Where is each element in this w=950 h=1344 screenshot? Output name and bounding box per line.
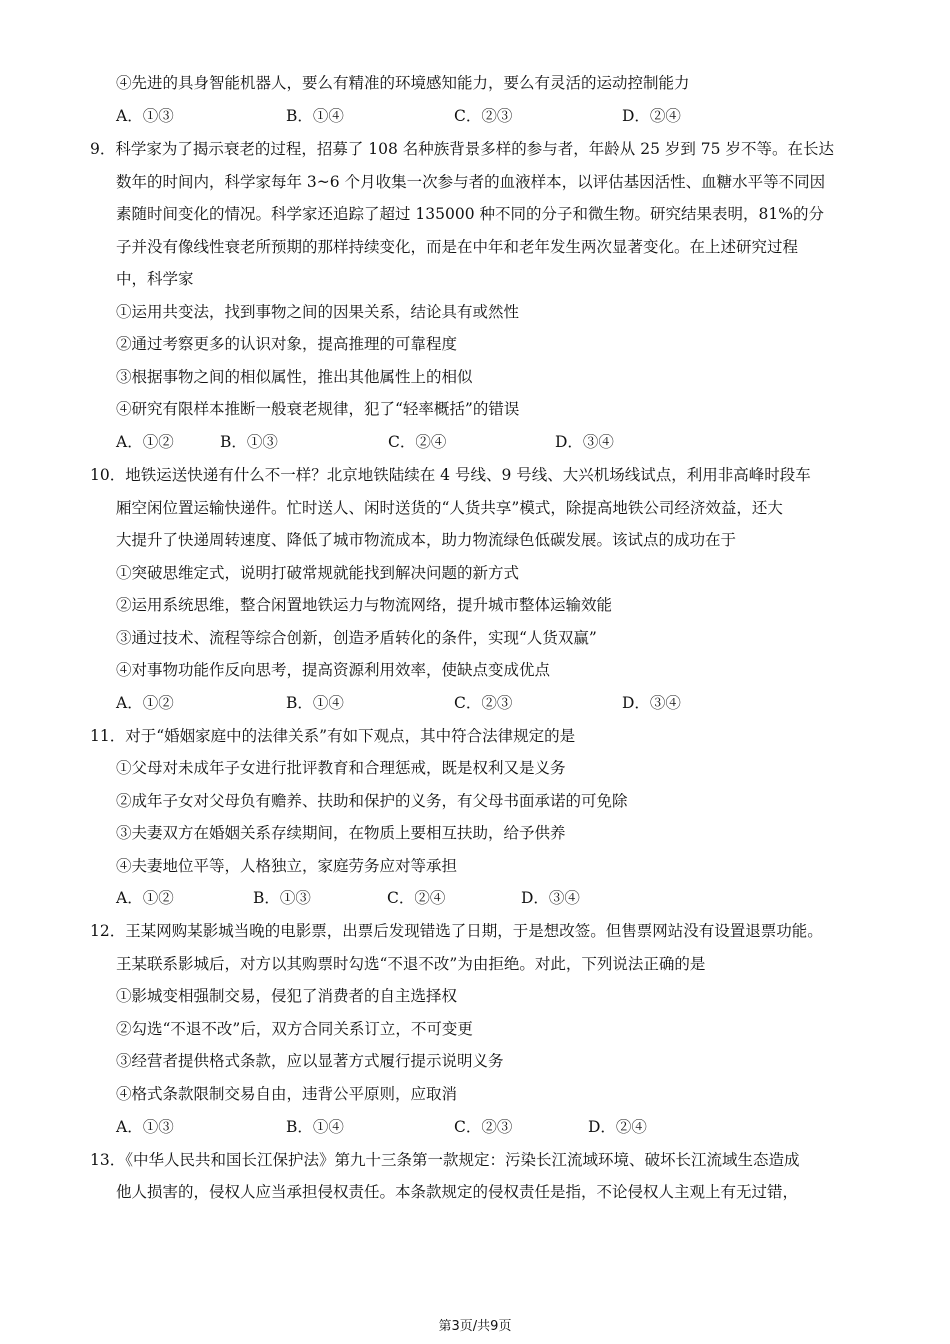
q12-option-1: ①影城变相强制交易，侵犯了消费者的自主选择权: [116, 987, 458, 1005]
q11-option-4: ④夫妻地位平等，人格独立，家庭劳务应对等承担: [116, 857, 458, 875]
q10-stem-line: 厢空闲位置运输快递件。忙时送人、闲时送货的“人货共享”模式，除提高地铁公司经济效益，还大: [116, 499, 783, 517]
q12-choice-c: C．②③: [454, 1118, 513, 1136]
q12-choice-a: A．①③: [116, 1118, 174, 1136]
q8-choice-b: B．①④: [286, 107, 344, 125]
q9-stem-line: 素随时间变化的情况。科学家还追踪了超过 135000 种不同的分子和微生物。研究结果表明，81%的分: [116, 205, 824, 223]
q9-stem-line: 数年的时间内，科学家每年 3~6 个月收集一次参与者的血液样本，以评估基因活性、血糖水平等不同因: [116, 173, 826, 191]
q12-stem-line: 12．王某网购某影城当晚的电影票，出票后发现错选了日期，于是想改签。但售票网站没有设置退票功能。: [90, 922, 823, 940]
q9-stem-line: 中，科学家: [116, 270, 194, 288]
q9-choice-d: D．③④: [555, 433, 614, 451]
q12-choice-b: B．①④: [286, 1118, 344, 1136]
q11-option-1: ①父母对未成年子女进行批评教育和合理惩戒，既是权利又是义务: [116, 759, 566, 777]
q9-stem-line: 9．科学家为了揭示衰老的过程，招募了 108 名种族背景多样的参与者，年龄从 25 岁到 75 岁不等。在长达: [90, 140, 834, 158]
q11-choice-c: C．②④: [387, 889, 446, 907]
q10-stem-line: 大提升了快递周转速度、降低了城市物流成本，助力物流绿色低碳发展。该试点的成功在于: [116, 531, 737, 549]
q10-option-3: ③通过技术、流程等综合创新，创造矛盾转化的条件，实现“人货双赢”: [116, 629, 597, 647]
q10-option-4: ④对事物功能作反向思考，提高资源利用效率，使缺点变成优点: [116, 661, 551, 679]
q9-choice-b: B．①③: [220, 433, 278, 451]
q12-option-4: ④格式条款限制交易自由，违背公平原则，应取消: [116, 1085, 458, 1103]
q8-choice-a: A．①③: [116, 107, 174, 125]
q9-option-3: ③根据事物之间的相似属性，推出其他属性上的相似: [116, 368, 473, 386]
q9-option-4: ④研究有限样本推断一般衰老规律，犯了“轻率概括”的错误: [116, 400, 520, 418]
q10-option-2: ②运用系统思维，整合闲置地铁运力与物流网络，提升城市整体运输效能: [116, 596, 613, 614]
q11-option-3: ③夫妻双方在婚姻关系存续期间，在物质上要相互扶助，给予供养: [116, 824, 566, 842]
q12-stem-line: 王某联系影城后，对方以其购票时勾选“不退不改”为由拒绝。对此，下列说法正确的是: [116, 955, 706, 973]
q8-choice-d: D．②④: [622, 107, 681, 125]
q11-choice-d: D．③④: [521, 889, 580, 907]
q11-stem-line: 11．对于“婚姻家庭中的法律关系”有如下观点，其中符合法律规定的是: [90, 727, 576, 745]
q9-option-1: ①运用共变法，找到事物之间的因果关系，结论具有或然性: [116, 303, 520, 321]
q11-choice-b: B．①③: [253, 889, 311, 907]
q9-stem-line: 子并没有像线性衰老所预期的那样持续变化，而是在中年和老年发生两次显著变化。在上述研究过程: [116, 238, 799, 256]
q8-choice-c: C．②③: [454, 107, 513, 125]
q10-choice-a: A．①②: [116, 694, 174, 712]
q10-choice-c: C．②③: [454, 694, 513, 712]
q11-choice-a: A．①②: [116, 889, 174, 907]
q12-option-2: ②勾选“不退不改”后，双方合同关系订立，不可变更: [116, 1020, 473, 1038]
q12-choice-d: D．②④: [588, 1118, 647, 1136]
q8-option-4: ④先进的具身智能机器人，要么有精准的环境感知能力，要么有灵活的运动控制能力: [116, 74, 690, 92]
q12-option-3: ③经营者提供格式条款，应以显著方式履行提示说明义务: [116, 1052, 504, 1070]
q11-option-2: ②成年子女对父母负有赡养、扶助和保护的义务，有父母书面承诺的可免除: [116, 792, 628, 810]
q10-choice-b: B．①④: [286, 694, 344, 712]
q9-choice-a: A．①②: [116, 433, 174, 451]
q10-stem-line: 10．地铁运送快递有什么不一样？北京地铁陆续在 4 号线、9 号线、大兴机场线试点，利用非高峰时段车: [90, 466, 811, 484]
q9-choice-c: C．②④: [388, 433, 447, 451]
q13-stem-line: 13．《中华人民共和国长江保护法》第九十三条第一款规定：污染长江流域环境、破坏长江流域生态造成: [90, 1151, 800, 1169]
page-number: 第3页/共9页: [438, 1319, 512, 1334]
q13-stem-line: 他人损害的，侵权人应当承担侵权责任。本条款规定的侵权责任是指，不论侵权人主观上有无过错，: [116, 1183, 799, 1201]
q9-option-2: ②通过考察更多的认识对象，提高推理的可靠程度: [116, 335, 458, 353]
q10-choice-d: D．③④: [622, 694, 681, 712]
q10-option-1: ①突破思维定式，说明打破常规就能找到解决问题的新方式: [116, 564, 520, 582]
